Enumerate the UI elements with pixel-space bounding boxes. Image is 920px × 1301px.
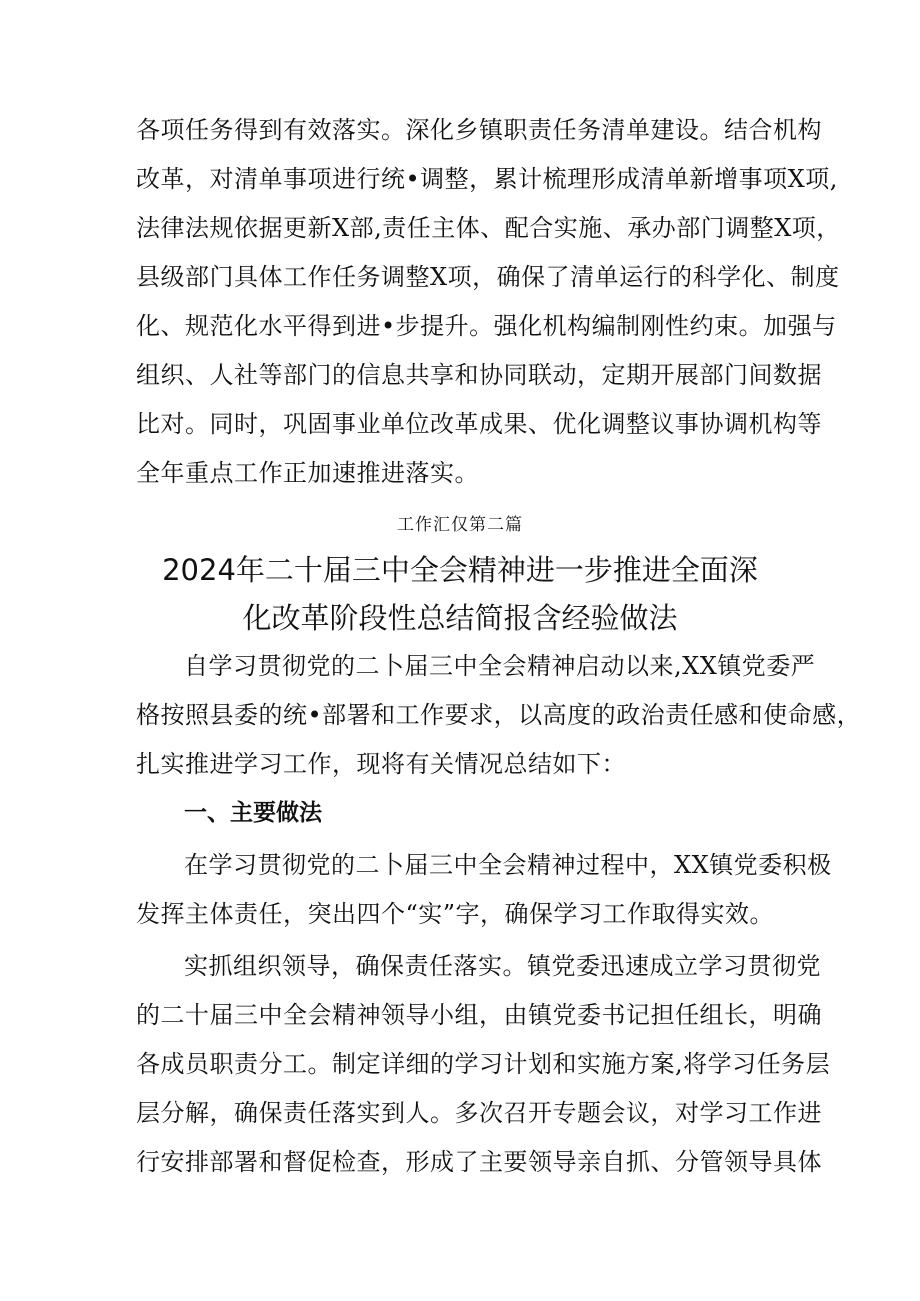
body-line: 各项任务得到有效落实。深化乡镇职责任务清单建设。结合机构 [136,116,822,144]
body-line: 的二十届三中全会精神领导小组，由镇党委书记担任组长，明确 [136,1001,822,1029]
body-line: 各成员职责分工。制定详细的学习计划和实施方案,将学习任务层 [136,1050,831,1078]
body-line: 组织、人社等部门的信息共享和协同联动，定期开展部门间数据 [136,361,822,389]
intro-line: 自学习贯彻党的二卜届三中全会精神启动以来,XX镇党委严 [184,652,816,680]
body-line: 全年重点工作正加速推进落实。 [136,459,479,487]
section-heading: 一、主要做法 [184,800,322,826]
document-title-line2: 化改革阶段性总结简报含经验做法 [242,601,678,635]
document-title-line1: 2024年二十届三中全会精神进一步推进全面深 [162,553,758,587]
body-line: 化、规范化水平得到进•步提升。强化机构编制刚性约束。加强与 [136,312,837,340]
body-line: 发挥主体责任，突出四个“实”字，确保学习工作取得实效。 [136,900,775,928]
intro-line: 扎实推进学习工作，现将有关情况总结如下： [136,750,626,778]
body-line: 在学习贯彻党的二卜届三中全会精神过程中，XX镇党委积极 [184,851,832,879]
body-line: 县级部门具体工作任务调整X项，确保了清单运行的科学化、制度 [136,263,840,291]
body-line: 比对。同时，巩固事业单位改革成果、优化调整议事协调机构等 [136,410,822,438]
body-line: 法律法规依据更新X部,责任主体、配合实施、承办部门调整X项， [136,214,841,242]
intro-line: 格按照县委的统•部署和工作要求，以高度的政治责任感和使命感， [136,701,862,729]
body-line: 行安排部署和督促检查，形成了主要领导亲自抓、分管领导具体 [136,1148,822,1176]
body-line: 改革，对清单事项进行统•调整，累计梳理形成清单新增事项X项, [136,165,838,193]
body-line: 实抓组织领导，确保责任落实。镇党委迅速成立学习贯彻党 [184,952,821,980]
section-subtitle: 工作汇仅第二篇 [397,515,523,535]
body-line: 层分解，确保责任落实到人。多次召开专题会议，对学习工作进 [136,1099,822,1127]
